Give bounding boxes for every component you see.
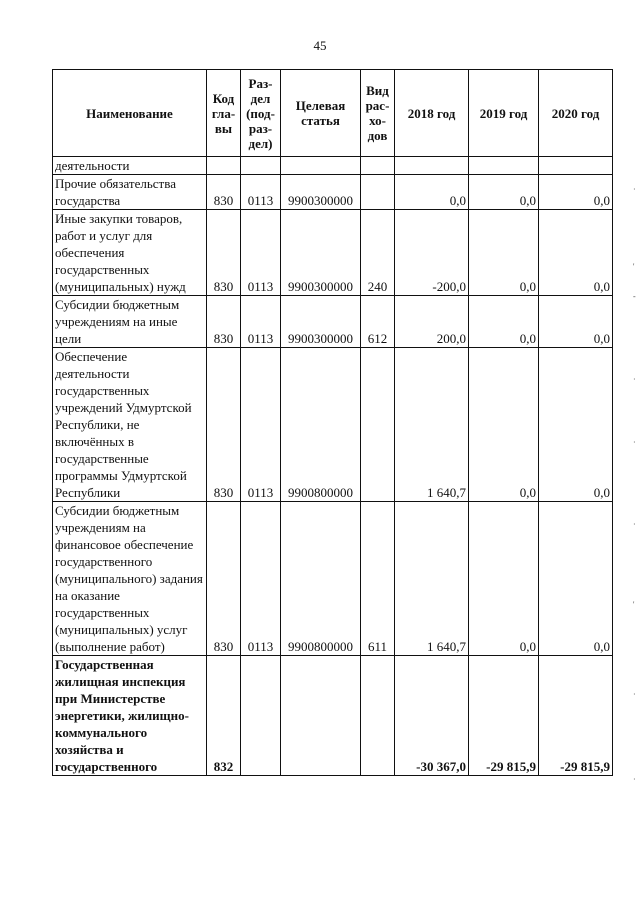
edge-mark: · bbox=[633, 690, 636, 699]
row-name-cell: деятельности bbox=[53, 157, 207, 175]
row-target-article-cell: 9900800000 bbox=[281, 348, 361, 502]
row-expense-type-cell bbox=[361, 157, 395, 175]
header-2018: 2018 год bbox=[395, 70, 469, 157]
header-name: Наименование bbox=[53, 70, 207, 157]
row-expense-type-cell: 240 bbox=[361, 210, 395, 296]
row-chapter-code-cell: 830 bbox=[207, 175, 241, 210]
row-2018-cell: -30 367,0 bbox=[395, 656, 469, 776]
row-chapter-code-cell: 830 bbox=[207, 348, 241, 502]
row-chapter-code-cell: 832 bbox=[207, 656, 241, 776]
table-row bbox=[53, 210, 613, 296]
row-section-cell: 0113 bbox=[241, 210, 281, 296]
row-target-article-cell bbox=[281, 157, 361, 175]
table-row bbox=[53, 348, 613, 502]
budget-table bbox=[52, 69, 613, 776]
row-expense-type-cell: 612 bbox=[361, 296, 395, 348]
row-section-cell bbox=[241, 157, 281, 175]
edge-mark: - bbox=[633, 292, 636, 301]
row-section-cell: 0113 bbox=[241, 175, 281, 210]
edge-mark: · bbox=[633, 438, 636, 447]
row-section-cell: 0113 bbox=[241, 296, 281, 348]
table-row bbox=[53, 157, 613, 175]
header-2019: 2019 год bbox=[469, 70, 539, 157]
row-name-cell: Субсидии бюджетным учреждениям на иные цели bbox=[53, 296, 207, 348]
edge-mark: · bbox=[633, 185, 636, 194]
row-2019-cell: 0,0 bbox=[469, 296, 539, 348]
row-2019-cell: 0,0 bbox=[469, 502, 539, 656]
row-expense-type-cell: 611 bbox=[361, 502, 395, 656]
row-2018-cell: -200,0 bbox=[395, 210, 469, 296]
row-chapter-code-cell: 830 bbox=[207, 296, 241, 348]
table-row bbox=[53, 656, 613, 776]
row-section-cell: 0113 bbox=[241, 348, 281, 502]
row-2020-cell: 0,0 bbox=[539, 348, 613, 502]
row-chapter-code-cell: 830 bbox=[207, 210, 241, 296]
row-2019-cell: 0,0 bbox=[469, 210, 539, 296]
edge-mark: · bbox=[633, 520, 636, 529]
page-number: 45 bbox=[313, 38, 327, 53]
row-target-article-cell: 9900800000 bbox=[281, 502, 361, 656]
edge-mark: · bbox=[633, 375, 636, 384]
row-2020-cell: 0,0 bbox=[539, 296, 613, 348]
table-row bbox=[53, 502, 613, 656]
table-body bbox=[53, 157, 613, 776]
row-name-cell: Иные закупки товаров, работ и услуг для обеспечения государственных (муниципальных) нужд bbox=[53, 210, 207, 296]
row-2018-cell: 200,0 bbox=[395, 296, 469, 348]
table-row bbox=[53, 175, 613, 210]
edge-mark: · bbox=[633, 775, 636, 784]
header-chapter-code: Код гла-вы bbox=[207, 70, 241, 157]
row-2019-cell: -29 815,9 bbox=[469, 656, 539, 776]
row-2018-cell: 1 640,7 bbox=[395, 348, 469, 502]
row-2019-cell: 0,0 bbox=[469, 175, 539, 210]
row-2020-cell bbox=[539, 157, 613, 175]
table-header-row bbox=[53, 70, 613, 157]
row-2018-cell bbox=[395, 157, 469, 175]
row-2019-cell bbox=[469, 157, 539, 175]
header-target-article: Целевая статья bbox=[281, 70, 361, 157]
header-section: Раз-дел (под-раз-дел) bbox=[241, 70, 281, 157]
edge-mark: ' bbox=[633, 262, 635, 271]
row-2018-cell: 0,0 bbox=[395, 175, 469, 210]
row-expense-type-cell bbox=[361, 656, 395, 776]
header-2020: 2020 год bbox=[539, 70, 613, 157]
row-target-article-cell: 9900300000 bbox=[281, 296, 361, 348]
row-section-cell bbox=[241, 656, 281, 776]
row-2019-cell: 0,0 bbox=[469, 348, 539, 502]
row-target-article-cell: 9900300000 bbox=[281, 175, 361, 210]
row-target-article-cell bbox=[281, 656, 361, 776]
row-expense-type-cell bbox=[361, 175, 395, 210]
row-expense-type-cell bbox=[361, 348, 395, 502]
header-expense-type: Вид рас-хо-дов bbox=[361, 70, 395, 157]
row-section-cell: 0113 bbox=[241, 502, 281, 656]
row-chapter-code-cell bbox=[207, 157, 241, 175]
row-target-article-cell: 9900300000 bbox=[281, 210, 361, 296]
edge-mark: ' bbox=[633, 600, 635, 609]
row-2020-cell: 0,0 bbox=[539, 175, 613, 210]
row-2020-cell: 0,0 bbox=[539, 502, 613, 656]
row-2020-cell: -29 815,9 bbox=[539, 656, 613, 776]
row-name-cell: Прочие обязательства государства bbox=[53, 175, 207, 210]
row-2018-cell: 1 640,7 bbox=[395, 502, 469, 656]
row-name-cell: Обеспечение деятельности государственных учреждений Удмуртской Республики, не включённых в государственные программы Удмуртской Республики bbox=[53, 348, 207, 502]
row-name-cell: Субсидии бюджетным учреждениям на финансовое обеспечение государственного (муниципального) задания на оказание государственных (муниципальных) услуг (выполнение работ) bbox=[53, 502, 207, 656]
row-2020-cell: 0,0 bbox=[539, 210, 613, 296]
row-chapter-code-cell: 830 bbox=[207, 502, 241, 656]
table-row bbox=[53, 296, 613, 348]
row-name-cell: Государственная жилищная инспекция при Министерстве энергетики, жилищно-коммунального хозяйства и государственного bbox=[53, 656, 207, 776]
